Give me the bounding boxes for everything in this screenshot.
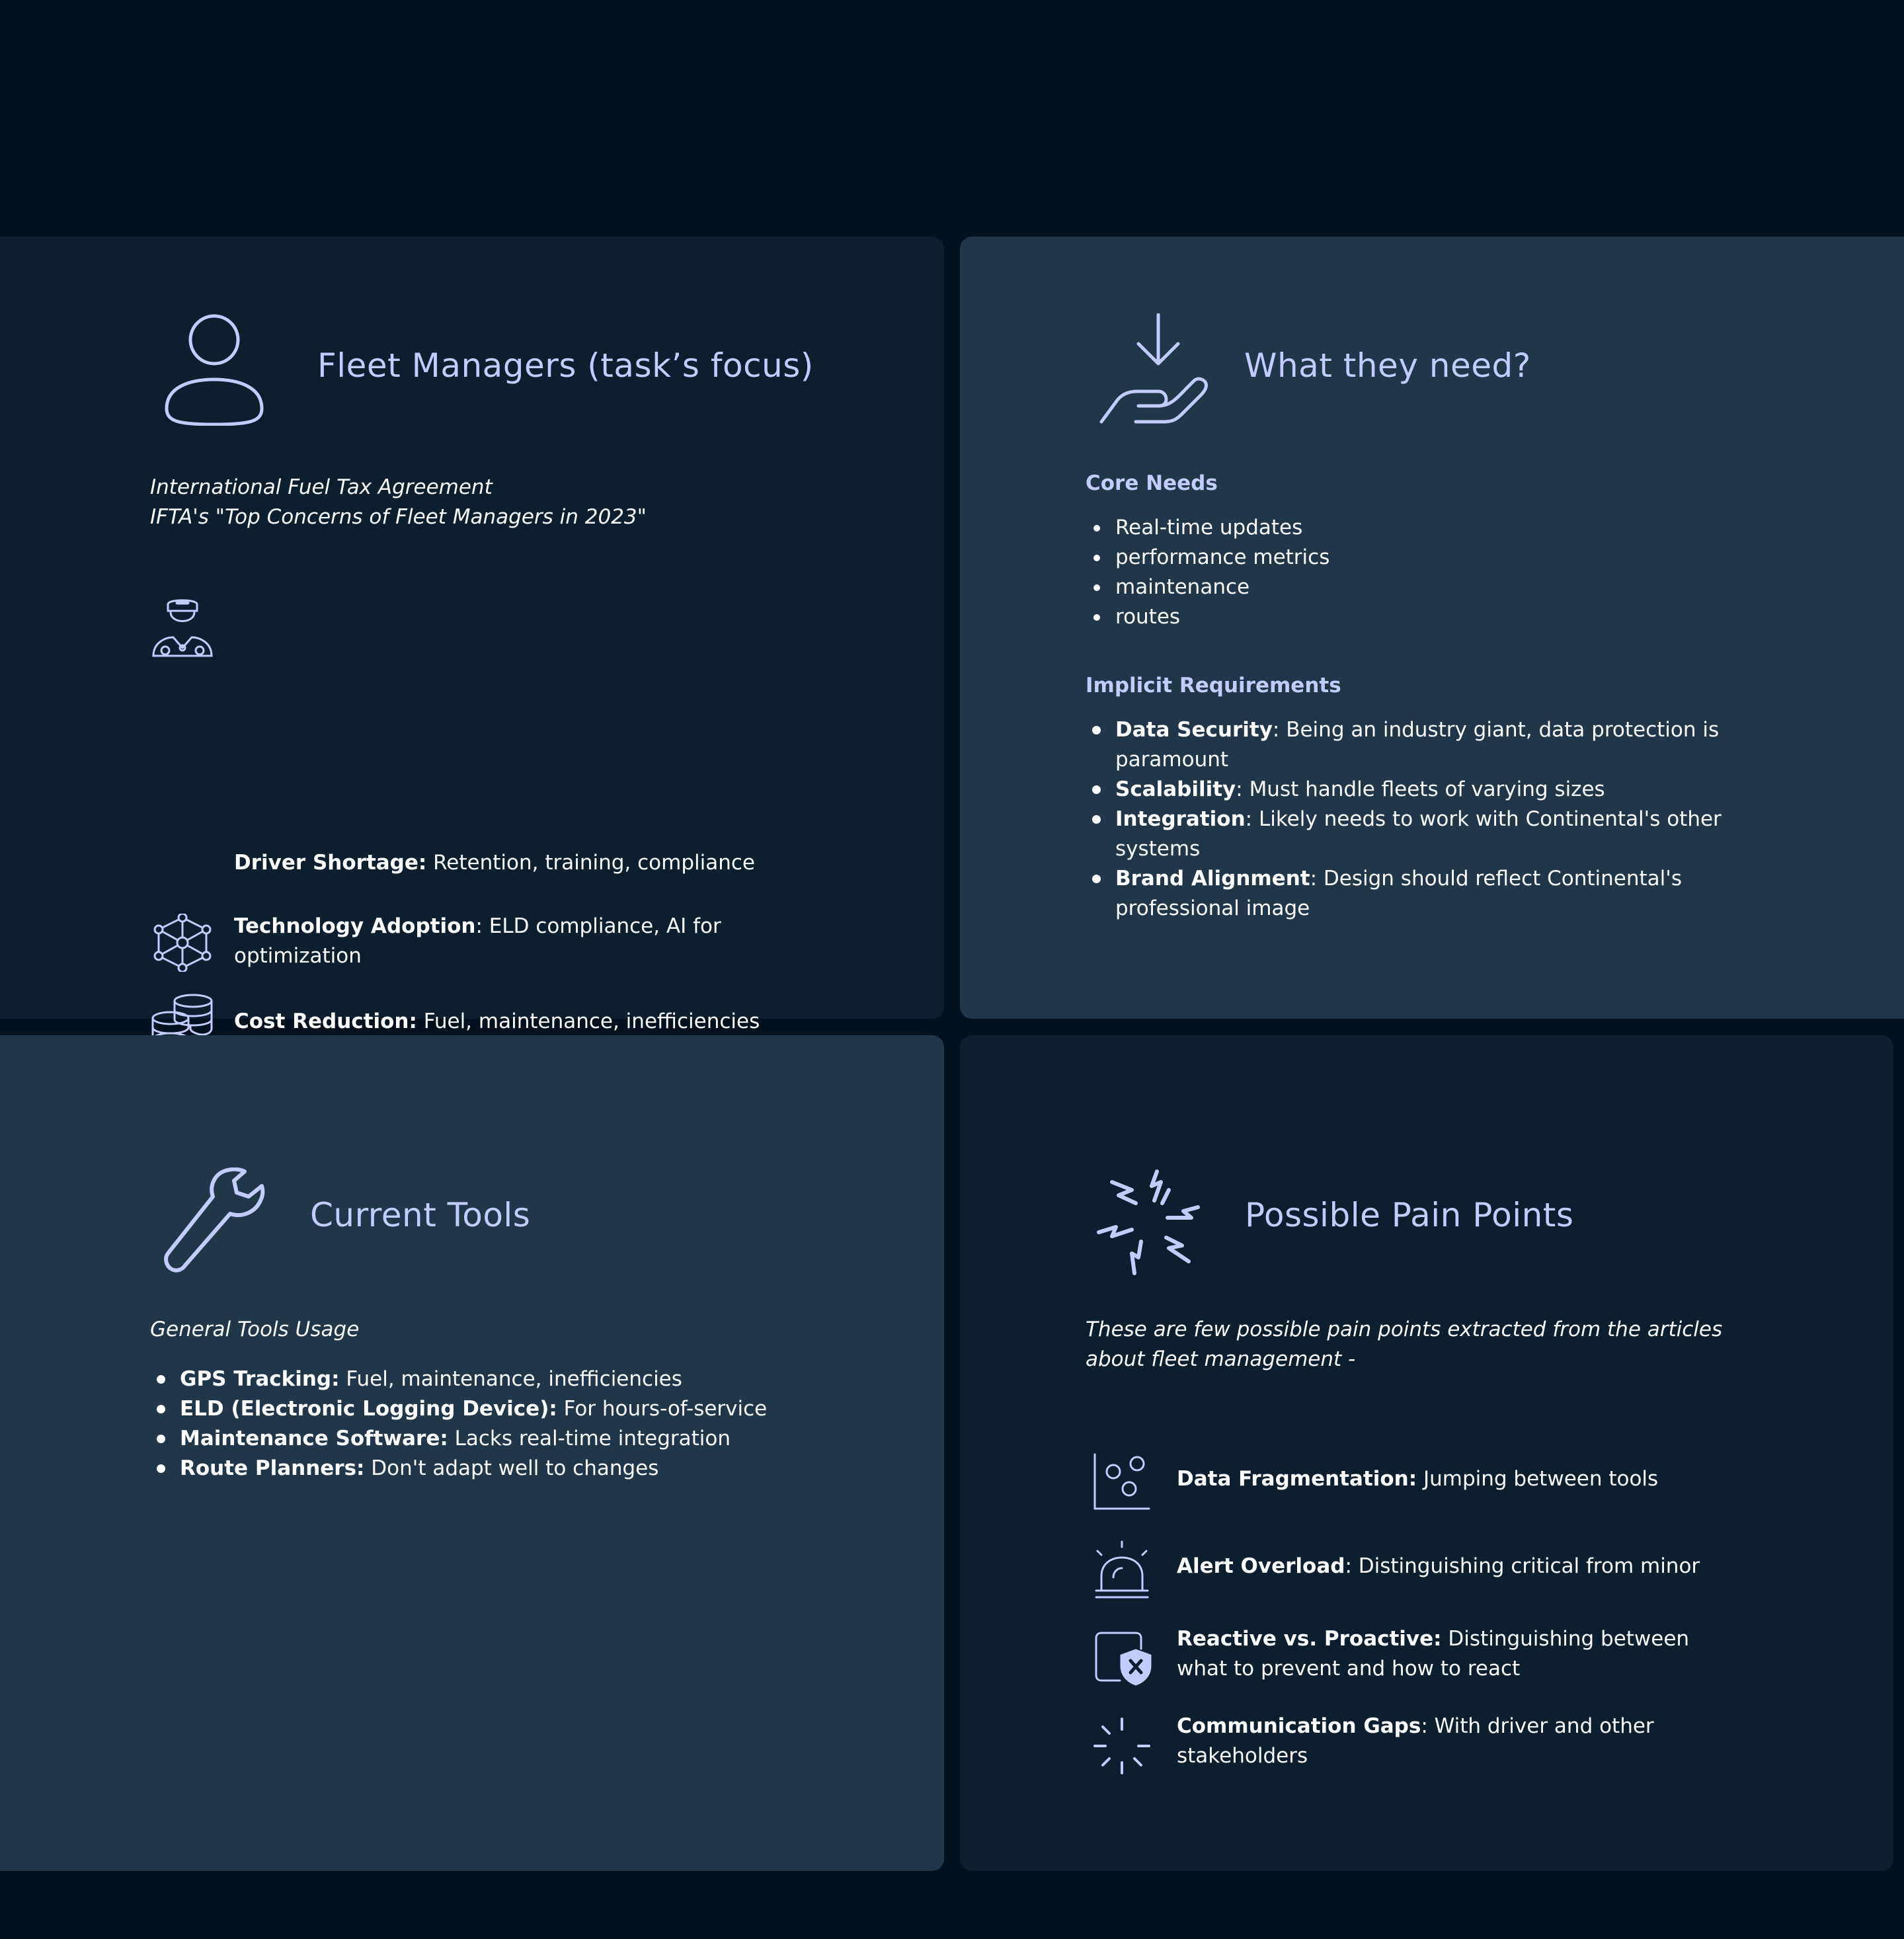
pain-label: Alert Overload (1177, 1554, 1345, 1578)
list-item (150, 1394, 877, 1424)
pain-text: : With driver and other stakeholders (1177, 1714, 1654, 1768)
concern-technology-adoption (234, 912, 783, 971)
core-needs-heading: Core Needs (1086, 471, 1218, 495)
list-item: routes (1086, 602, 1329, 632)
concern-label: Cost Reduction: (234, 1009, 417, 1033)
requirement-text: : Design should reflect Continental's professional image (1115, 867, 1682, 920)
pain-points-card (960, 1035, 1893, 1871)
tool-text: Don't adapt well to changes (364, 1456, 659, 1480)
fleet-managers-card (0, 237, 944, 1033)
concern-text: : ELD compliance, AI for optimization (234, 914, 721, 968)
requirement-label: Brand Alignment (1115, 867, 1310, 890)
pain-intro: These are few possible pain points extracted from the articles about fleet management - (1086, 1318, 1723, 1371)
list-item (1086, 775, 1747, 805)
requirement-label: Scalability (1115, 777, 1236, 801)
requirement-text: : Likely needs to work with Continental's other systems (1115, 807, 1722, 861)
fleet-intro-line2: IFTA's "Top Concerns of Fleet Managers in 2023" (150, 505, 647, 529)
person-icon (163, 313, 264, 426)
fleet-title: Fleet Managers (task’s focus) (317, 346, 814, 385)
pain-alert-overload (1177, 1552, 1772, 1581)
lightning-burst-icon (1096, 1167, 1205, 1276)
tool-label: GPS Tracking: (180, 1367, 340, 1391)
pain-title: Possible Pain Points (1245, 1196, 1574, 1234)
tool-label: Maintenance Software: (180, 1427, 448, 1450)
implicit-requirements-list (1086, 715, 1747, 924)
concern-label: Driver Shortage: (234, 851, 427, 875)
pain-text: Distinguishing between what to prevent and how to react (1177, 1627, 1690, 1681)
current-tools-card (0, 1035, 944, 1871)
tools-intro: General Tools Usage (150, 1318, 360, 1341)
list-item: Real-time updates (1086, 513, 1329, 543)
network-icon (153, 914, 212, 972)
tools-list (150, 1365, 877, 1484)
pain-label: Reactive vs. Proactive: (1177, 1627, 1442, 1651)
needs-card (960, 237, 1904, 1019)
alarm-icon (1093, 1540, 1150, 1600)
implicit-requirements-heading: Implicit Requirements (1086, 674, 1341, 697)
driver-icon (151, 595, 214, 658)
requirement-label: Integration (1115, 807, 1246, 831)
pain-label: Communication Gaps (1177, 1714, 1421, 1738)
tool-text: Lacks real-time integration (448, 1427, 731, 1450)
concern-cost-reduction (234, 1007, 783, 1037)
list-item (150, 1454, 877, 1484)
concern-driver-shortage (234, 848, 783, 878)
pain-reactive-vs-proactive (1177, 1624, 1726, 1684)
list-item (1086, 805, 1747, 864)
concern-text: Fuel, maintenance, inefficiencies (416, 1009, 760, 1033)
list-item (150, 1424, 877, 1454)
tool-label: ELD (Electronic Logging Device): (180, 1397, 557, 1421)
pain-text: Jumping between tools (1417, 1467, 1659, 1491)
shield-x-icon (1093, 1630, 1153, 1686)
pain-communication-gaps (1177, 1712, 1726, 1771)
tool-text: For hours-of-service (557, 1397, 768, 1421)
tool-text: Fuel, maintenance, inefficiencies (339, 1367, 682, 1391)
list-item (1086, 715, 1747, 775)
core-needs-list (1086, 513, 1329, 632)
hand-receive-icon (1097, 313, 1210, 426)
list-item: performance metrics (1086, 543, 1329, 573)
scatter-chart-icon (1092, 1452, 1152, 1511)
list-item (150, 1365, 877, 1394)
pain-label: Data Fragmentation: (1177, 1467, 1417, 1491)
requirement-text: : Being an industry giant, data protection is paramount (1115, 718, 1720, 772)
requirement-label: Data Security (1115, 718, 1273, 742)
pain-text: : Distinguishing critical from minor (1345, 1554, 1700, 1578)
tool-label: Route Planners: (180, 1456, 365, 1480)
pain-data-fragmentation (1177, 1464, 1772, 1494)
list-item: maintenance (1086, 573, 1329, 602)
tools-title: Current Tools (310, 1196, 531, 1234)
loading-icon (1092, 1716, 1152, 1776)
list-item (1086, 864, 1747, 924)
fleet-intro (150, 473, 647, 532)
concern-text: Retention, training, compliance (426, 851, 756, 875)
needs-title: What they need? (1244, 346, 1531, 385)
fleet-intro-line1: International Fuel Tax Agreement (150, 475, 493, 499)
requirement-text: : Must handle fleets of varying sizes (1236, 777, 1605, 801)
concern-label: Technology Adoption (234, 914, 476, 938)
wrench-icon (161, 1167, 267, 1273)
